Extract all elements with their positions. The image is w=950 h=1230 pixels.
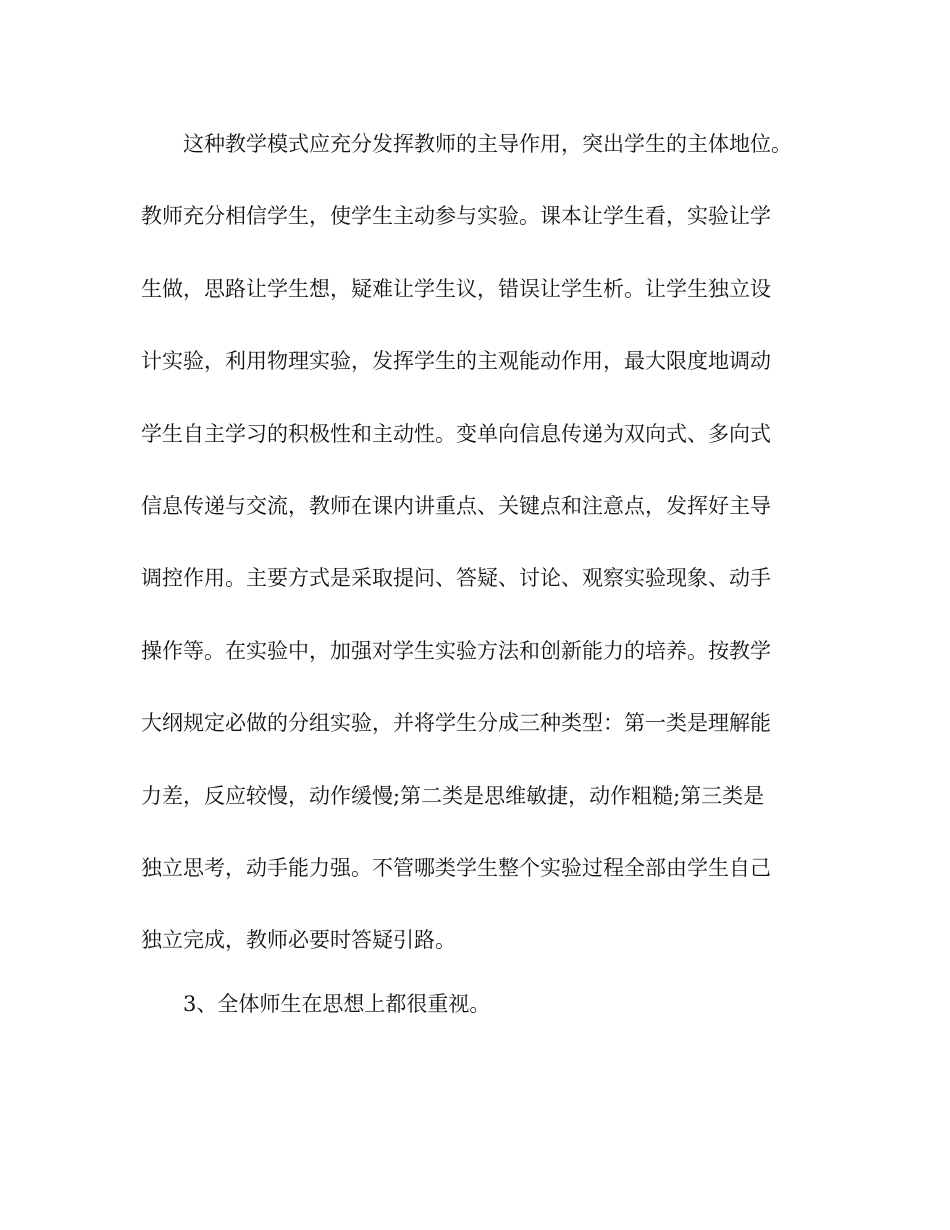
paragraph-line: 操作等。在实验中，加强对学生实验方法和创新能力的培养。按教学 [141,638,771,663]
paragraph-line: 教师充分相信学生，使学生主动参与实验。课本让学生看，实验让学 [141,204,771,229]
body-paragraph [141,126,821,995]
section-heading: 3、全体师生在思想上都很重视。 [183,992,491,1016]
paragraph-line: 生做，思路让学生想，疑难让学生议，错误让学生析。让学生独立设 [141,276,771,301]
paragraph-line: 计实验，利用物理实验，发挥学生的主观能动作用，最大限度地调动 [141,349,771,374]
paragraph-line: 力差，反应较慢，动作缓慢;第二类是思维敏捷，动作粗糙;第三类是 [141,783,765,808]
paragraph-line: 大纲规定必做的分组实验，并将学生分成三种类型：第一类是理解能 [141,711,771,736]
paragraph-line: 学生自主学习的积极性和主动性。变单向信息传递为双向式、多向式 [141,421,771,446]
paragraph-line: 调控作用。主要方式是采取提问、答疑、讨论、观察实验现象、动手 [141,566,771,591]
paragraph-line: 这种教学模式应充分发挥教师的主导作用，突出学生的主体地位。 [183,132,792,156]
paragraph-line: 独立完成，教师必要时答疑引路。 [141,928,456,953]
paragraph-line: 独立思考，动手能力强。不管哪类学生整个实验过程全部由学生自己 [141,855,771,880]
paragraph-line: 信息传递与交流，教师在课内讲重点、关键点和注意点，发挥好主导 [141,493,771,518]
